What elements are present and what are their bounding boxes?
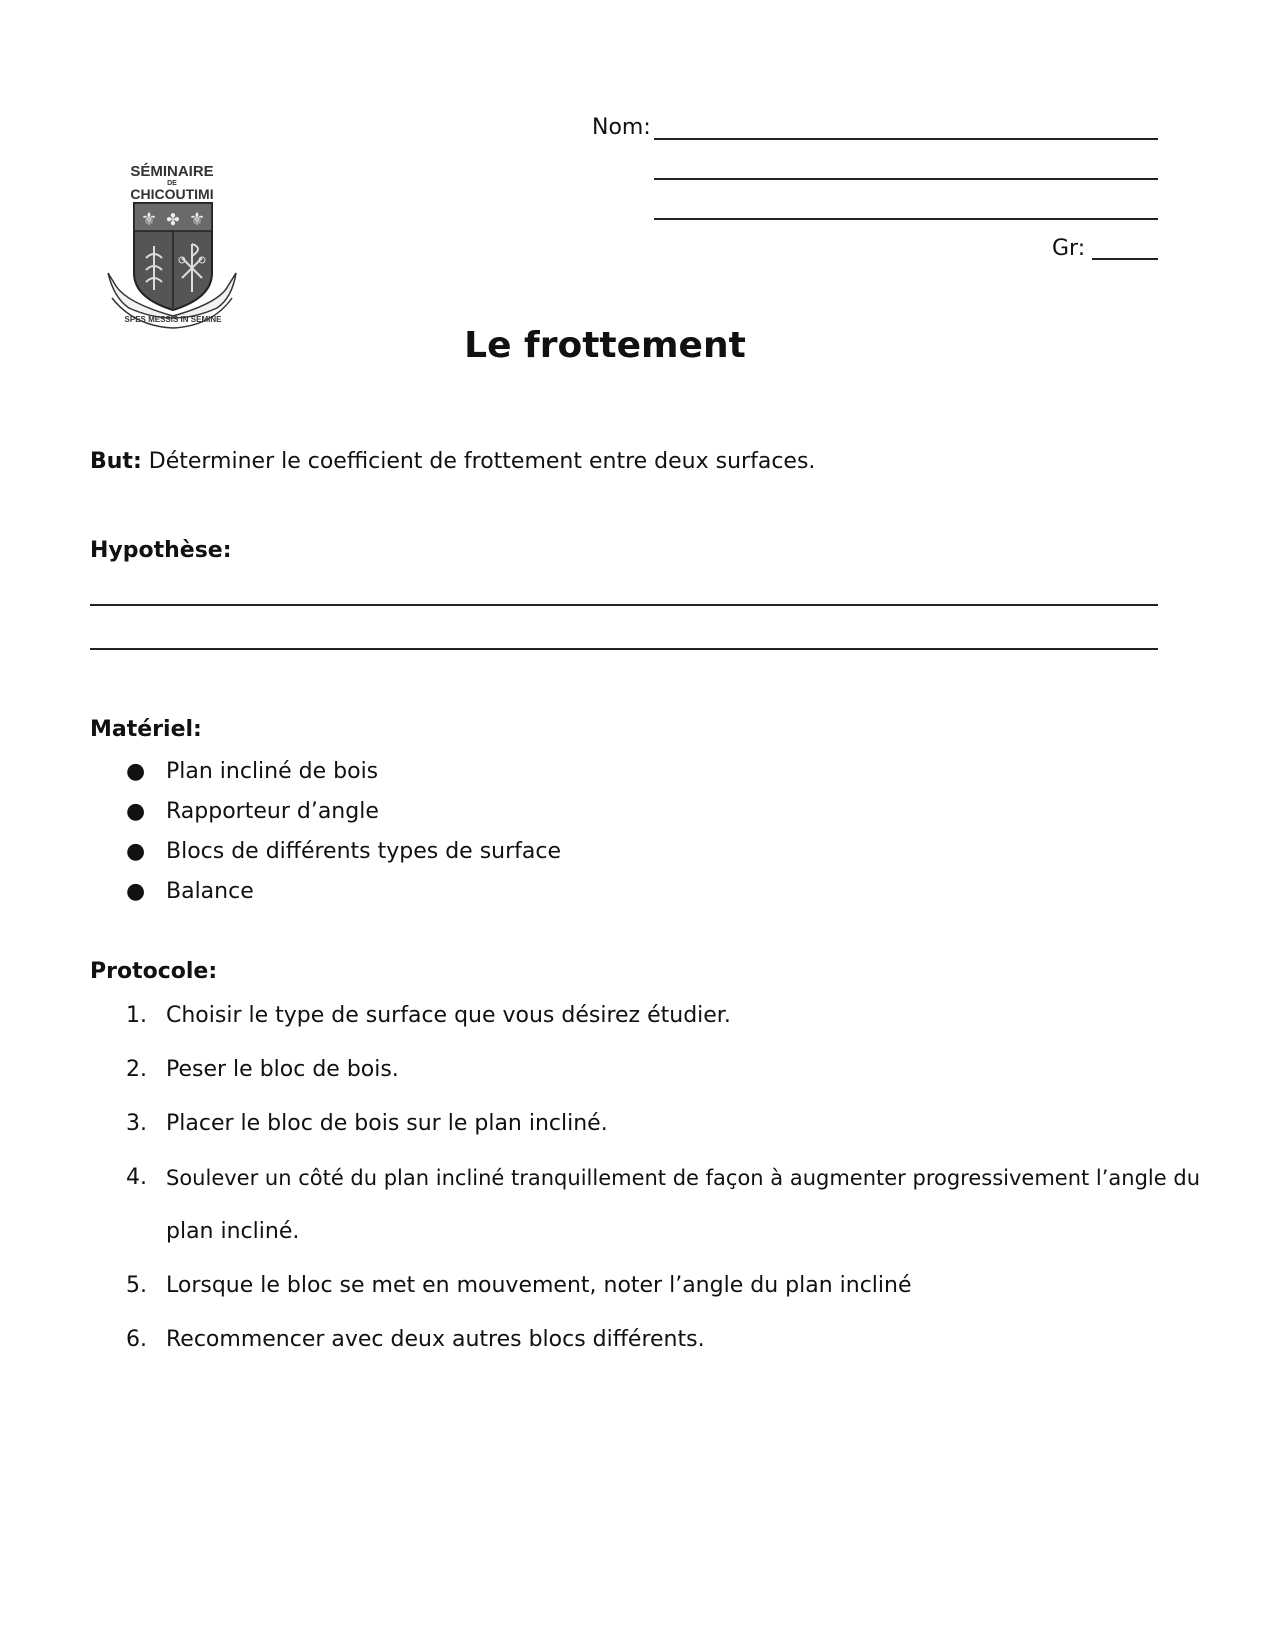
svg-text:⚜: ⚜ xyxy=(188,209,206,230)
crest-icon xyxy=(104,158,240,336)
nom-field-line-2[interactable] xyxy=(654,178,1158,180)
svg-text:✤: ✤ xyxy=(166,210,180,229)
logo-top-text: SÉMINAIRE xyxy=(130,163,214,180)
gr-field-line[interactable] xyxy=(1092,258,1158,260)
school-logo xyxy=(104,158,240,336)
logo-motto: SPES MESSIS IN SEMINE xyxy=(124,315,222,324)
nom-field-line-3[interactable] xyxy=(654,218,1158,220)
gr-label: Gr: xyxy=(1052,236,1086,261)
hypothese-answer-line-1[interactable] xyxy=(90,604,1158,606)
hypothese-answer-line-2[interactable] xyxy=(90,648,1158,650)
nom-label: Nom: xyxy=(592,115,651,140)
protocole-heading: Protocole: xyxy=(90,959,218,984)
nom-field-line-1[interactable] xyxy=(654,138,1158,140)
but-label: But: xyxy=(90,449,142,474)
page-title: Le frottement xyxy=(464,325,746,366)
but-text: Déterminer le coefficient de frottement entre deux surfaces. xyxy=(148,449,816,474)
svg-text:⚜: ⚜ xyxy=(140,209,158,230)
logo-bottom-text: CHICOUTIMI xyxy=(130,186,214,202)
but-section xyxy=(90,448,815,476)
materiel-heading: Matériel: xyxy=(90,717,202,742)
hypothese-heading: Hypothèse: xyxy=(90,538,232,563)
logo-middle-text: DE xyxy=(167,180,177,187)
